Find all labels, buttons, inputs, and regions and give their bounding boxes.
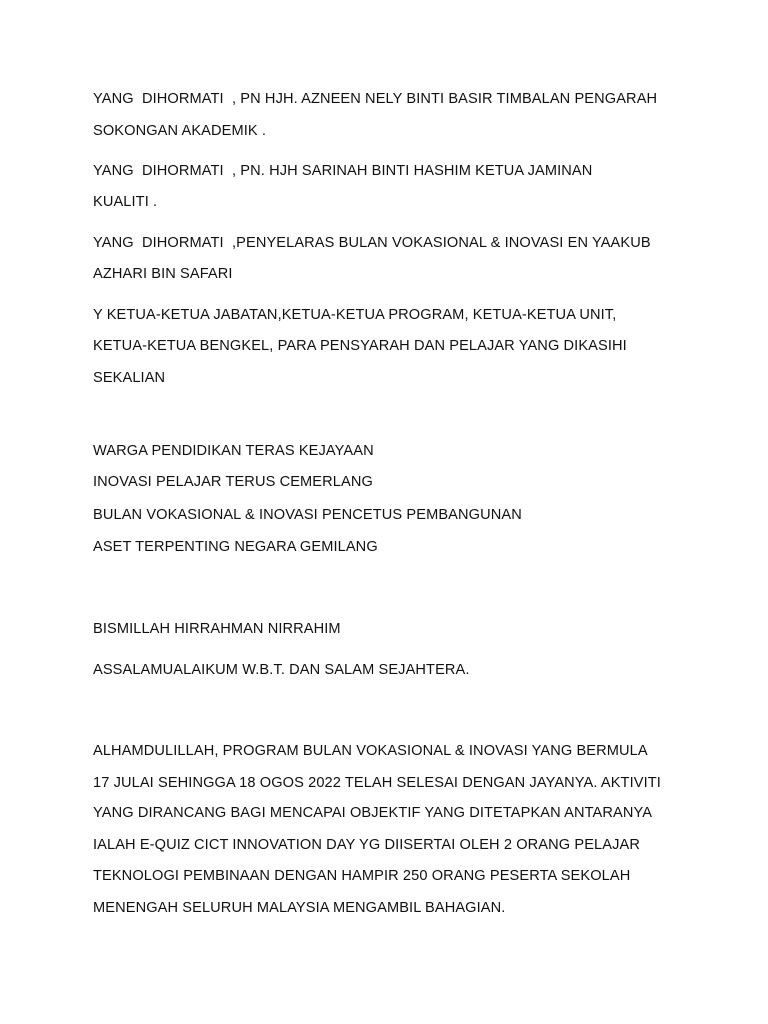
pantun-line-2: INOVASI PELAJAR TERUS CEMERLANG bbox=[93, 474, 373, 490]
body-line-4: IALAH E-QUIZ CICT INNOVATION DAY YG DIISERTAI OLEH 2 ORANG PELAJAR bbox=[93, 837, 640, 853]
bismillah-line: BISMILLAH HIRRAHMAN NIRRAHIM bbox=[93, 621, 341, 637]
body-line-3: YANG DIRANCANG BAGI MENCAPAI OBJEKTIF YANG DITETAPKAN ANTARANYA bbox=[93, 805, 653, 821]
body-line-1: ALHAMDULILLAH, PROGRAM BULAN VOKASIONAL & INOVASI YANG BERMULA bbox=[93, 743, 648, 759]
salam-line: ASSALAMUALAIKUM W.B.T. DAN SALAM SEJAHTERA. bbox=[93, 662, 470, 678]
body-line-6: MENENGAH SELURUH MALAYSIA MENGAMBIL BAHAGIAN. bbox=[93, 900, 506, 916]
greeting-4-line-2: KETUA-KETUA BENGKEL, PARA PENSYARAH DAN PELAJAR YANG DIKASIHI bbox=[93, 338, 627, 354]
body-line-5: TEKNOLOGI PEMBINAAN DENGAN HAMPIR 250 ORANG PESERTA SEKOLAH bbox=[93, 868, 631, 884]
body-line-2: 17 JULAI SEHINGGA 18 OGOS 2022 TELAH SELESAI DENGAN JAYANYA. AKTIVITI bbox=[93, 775, 661, 791]
greeting-4-line-3: SEKALIAN bbox=[93, 370, 166, 386]
greeting-3-line-1: YANG DIHORMATI ,PENYELARAS BULAN VOKASIONAL & INOVASI EN YAAKUB bbox=[93, 235, 651, 251]
greeting-2-line-1: YANG DIHORMATI , PN. HJH SARINAH BINTI HASHIM KETUA JAMINAN bbox=[93, 163, 593, 179]
pantun-line-1: WARGA PENDIDIKAN TERAS KEJAYAAN bbox=[93, 443, 374, 459]
greeting-2-line-2: KUALITI . bbox=[93, 194, 158, 210]
greeting-1-line-1: YANG DIHORMATI , PN HJH. AZNEEN NELY BINTI BASIR TIMBALAN PENGARAH bbox=[93, 91, 658, 107]
greeting-3-line-2: AZHARI BIN SAFARI bbox=[93, 266, 233, 282]
greeting-4-line-1: Y KETUA-KETUA JABATAN,KETUA-KETUA PROGRAM, KETUA-KETUA UNIT, bbox=[93, 307, 617, 323]
pantun-line-3: BULAN VOKASIONAL & INOVASI PENCETUS PEMBANGUNAN bbox=[93, 507, 522, 523]
greeting-1-line-2: SOKONGAN AKADEMIK . bbox=[93, 123, 267, 139]
pantun-line-4: ASET TERPENTING NEGARA GEMILANG bbox=[93, 539, 378, 555]
